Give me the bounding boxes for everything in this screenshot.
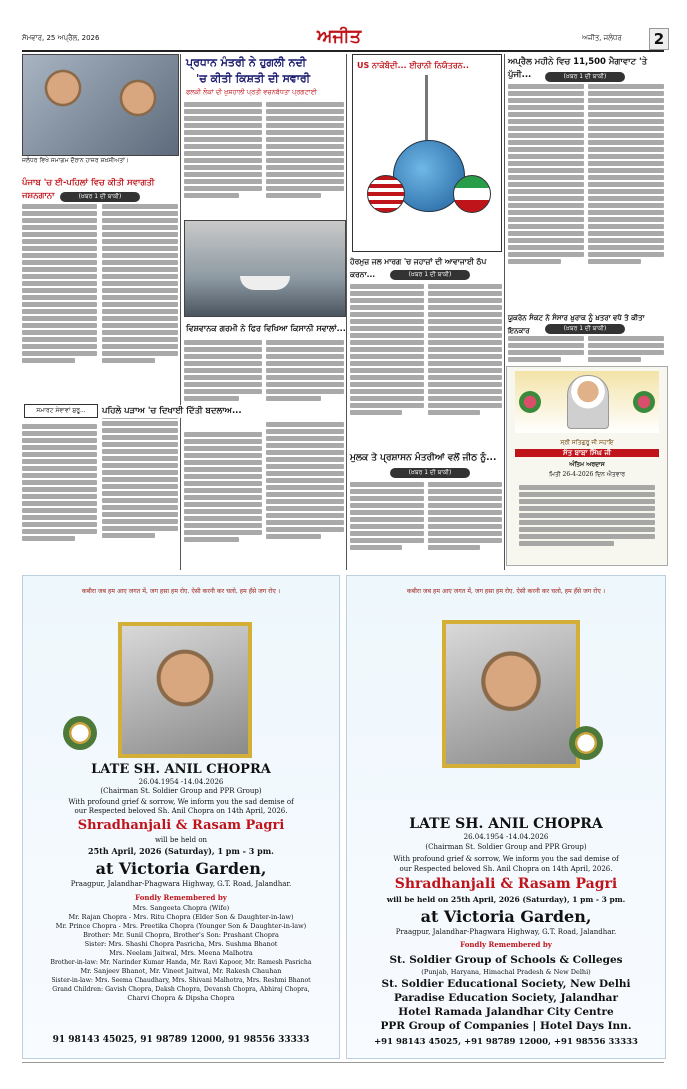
flower-right-icon <box>633 391 655 413</box>
right-byline: (ਖ਼ਬਰ 1 ਦੀ ਬਾਕੀ) <box>545 72 625 82</box>
portrait-face-icon <box>466 634 556 752</box>
right-headline: ਅਪ੍ਰੈਲ ਮਹੀਨੇ ਵਿਚ 11,500 ਮੈਗਾਵਾਟ 'ਤੇ ਪੁੱਜੀ... <box>508 57 648 80</box>
cartoon-box <box>352 54 502 252</box>
left-subhead-box: ਸਮਾਰਟ ਸੇਵਾਵਾਂ ਸ਼ੁਰੂ... <box>24 404 98 418</box>
newspaper-logo: ਅਜੀਤ <box>317 26 362 47</box>
ad-right-dates: 26.04.1954 -14.04.2026 <box>463 833 549 841</box>
center-text-col-6 <box>266 420 344 570</box>
flower-left-icon <box>519 391 541 413</box>
c3-text-col-2 <box>428 282 502 447</box>
obituary-heading: ਸ੍ਰੀ ਸਤਿਗੁਰੂ ਜੀ ਸਹਾਇ <box>560 439 614 446</box>
page-header <box>22 28 664 52</box>
ad-right-org4: Hotel Ramada Jalandhar City Centre <box>398 1006 614 1018</box>
ad-left-remembered: Fondly Remembered by <box>135 893 227 902</box>
ad-right-portrait <box>442 620 580 768</box>
obituary-name: ਸੰਤ ਬਾਬਾ ਸਿੰਘ ਜੀ <box>515 449 659 457</box>
center-headline-1: ਪ੍ਰਧਾਨ ਮੰਤਰੀ ਨੇ ਹੁਗਲੀ ਨਦੀ <box>186 56 307 69</box>
boat-icon <box>240 276 290 290</box>
c3-text-col-3 <box>350 480 424 570</box>
ad-left-portrait <box>118 622 252 758</box>
iran-flag-fist-icon <box>453 175 491 213</box>
ad-left-intro1: With profound grief & sorrow, We inform you the sad demise of <box>68 798 294 806</box>
ad-left-event: Shradhanjali & Rasam Pagri <box>77 818 285 833</box>
right-text-col-1 <box>508 82 584 312</box>
person-right-icon <box>108 70 168 140</box>
center-text-col-5 <box>184 430 262 570</box>
left-text-col-2 <box>102 202 178 397</box>
person-left-icon <box>33 60 93 130</box>
family-line: Sister: Mrs. Shashi Chopra Pasricha, Mrs. Sushma Bhanot <box>84 940 278 948</box>
cartoon-byline: (ਖ਼ਬਰ 1 ਦੀ ਬਾਕੀ) <box>390 270 470 280</box>
right-mid-headline: ਯੂਕਰੇਨ ਸੰਕਟ ਨੇ ਸੰਸਾਰ ਖ਼ੁਰਾਕ ਨੂੰ ਖ਼ਤਰਾ ਵਧੇ ਤੇ ਕੀਤਾ ਇਨਕਾਰ <box>508 314 645 335</box>
right-text-col-4 <box>588 334 664 364</box>
center-bottom-headline: ਮੁਲਕ ਤੇ ਪ੍ਰਸ਼ਾਸਨ ਮੰਤਰੀਆਂ ਵਲੋਂ ਜੀਠ ਨੂੰ... <box>350 453 497 463</box>
family-line: Mrs. Sangeeta Chopra (Wife) <box>132 904 230 912</box>
center-low-headline: ਪਹਿਲੇ ਪੜਾਅ 'ਚ ਦਿਖਾਈ ਦਿੱਤੀ ਬਦਲਾਅ... <box>102 405 262 418</box>
ad-right-intro1: With profound grief & sorrow, We inform you the sad demise of <box>393 855 619 863</box>
portrait-face-icon <box>140 634 230 744</box>
page-footer-rule <box>22 1062 664 1063</box>
family-line: Brother: Mr. Sunil Chopra, Brother's Son: Prashant Chopra <box>83 931 279 939</box>
family-line: Mrs. Neelam Jaitwal, Mrs. Meena Malhotra <box>109 949 253 957</box>
ad-right-event: Shradhanjali & Rasam Pagri <box>394 876 618 892</box>
page-number: 2 <box>649 28 669 50</box>
ad-left-name: LATE SH. ANIL CHOPRA <box>91 762 271 777</box>
ad-left-quote: कबीरा जब हम आए जगत में, जग हसा हम रोए. ऐसी करनी कर चलो, हम हँसे जग रोए । <box>81 588 281 595</box>
left-article-photo <box>22 54 179 156</box>
center-headline-2: 'ਚ ਕੀਤੀ ਕਿਸ਼ਤੀ ਦੀ ਸਵਾਰੀ <box>196 72 311 85</box>
right-text-col-3 <box>508 334 584 364</box>
obituary-details: ਮਿਤੀ 26-4-2026 ਦਿਨ ਐਤਵਾਰ <box>549 471 625 478</box>
ad-right-intro2: our Respected beloved Sh. Anil Chopra on 14th April, 2026. <box>399 865 613 873</box>
ad-right-venue: at Victoria Garden, <box>420 907 592 926</box>
header-date: ਸੋਮਵਾਰ, 25 ਅਪ੍ਰੈਲ, 2026 <box>22 34 100 42</box>
ad-right-when: will be held on 25th April, 2026 (Saturday), 1 pm - 3 pm. <box>386 895 626 904</box>
column-divider <box>504 54 505 570</box>
c3-text-col-4 <box>428 480 502 570</box>
ad-right-remembered: Fondly Remembered by <box>460 940 552 949</box>
obituary-sub: ਅੰਤਿਮ ਅਰਦਾਸ <box>569 461 605 468</box>
right-byline-2: (ਖ਼ਬਰ 1 ਦੀ ਬਾਕੀ) <box>545 324 625 334</box>
left-headline: ਪੰਜਾਬ 'ਚ ਈ-ਪਹਿਲਾਂ ਵਿਚ ਕੀਤੀ ਸਵਾਗਤੀ ਜਸ਼ਨਗਾਨਾ <box>22 178 155 201</box>
ad-right-quote: कबीरा जब हम आए जगत में, जग हसा हम रोए. ऐसी करनी कर चलो, हम हँसे जग रोए । <box>406 588 606 595</box>
memorial-ad-left <box>22 575 340 1059</box>
ad-left-address: Praagpur, Jalandhar-Phagwara Highway, G.T. Road, Jalandhar. <box>70 880 292 888</box>
obituary-box <box>506 366 668 566</box>
ad-right-org5: PPR Group of Companies | Hotel Days Inn. <box>380 1020 632 1032</box>
ad-right-org1-sub: (Punjab, Haryana, Himachal Pradesh & New Delhi) <box>421 968 591 976</box>
ad-left-role: (Chairman St. Soldier Group and PPR Group) <box>100 787 262 795</box>
ad-left-dates: 26.04.1954 -14.04.2026 <box>138 778 224 786</box>
family-line: Sister-in-law: Mrs. Seema Chaudhary, Mrs. Shivani Malhotra, Mrs. Reshmi Bhanot <box>51 977 311 984</box>
right-flower-icon <box>569 726 603 760</box>
ad-right-role: (Chairman St. Soldier Group and PPR Group) <box>425 843 587 851</box>
us-flag-fist-icon <box>367 175 405 213</box>
header-city: ਅਜੀਤ, ਜਲੰਧਰ <box>582 34 622 42</box>
chain-icon <box>425 75 428 145</box>
family-line: Grand Children: Gavish Chopra, Daksh Chopra, Devansh Chopra, Abhiraj Chopra, <box>52 986 310 993</box>
ad-right-org1: St. Soldier Group of Schools & Colleges <box>389 954 623 966</box>
c3-byline-2: (ਖ਼ਬਰ 1 ਦੀ ਬਾਕੀ) <box>390 468 470 478</box>
left-text-col-4 <box>102 405 178 570</box>
ad-right-org3: Paradise Education Society, Jalandhar <box>393 992 619 1004</box>
left-flower-icon <box>63 716 97 750</box>
obituary-text <box>519 483 655 559</box>
family-line: Mr. Prince Chopra - Mrs. Preetika Chopra (Younger Son & Daughter-in-law) <box>55 922 307 930</box>
ad-left-venue: at Victoria Garden, <box>95 859 267 878</box>
ad-left-intro2: our Respected beloved Sh. Anil Chopra on 14th April, 2026. <box>74 807 288 815</box>
left-byline: (ਖ਼ਬਰ 1 ਦੀ ਬਾਕੀ) <box>60 192 140 202</box>
ad-left-when: 25th April, 2026 (Saturday), 1 pm - 3 pm. <box>88 846 274 856</box>
ad-left-held: will be held on <box>154 836 208 844</box>
center-text-col-2 <box>266 100 344 218</box>
center-mid-headline: ਵਿਸ਼ਵਾਨਕ ਗਰਮੀ ਨੇ ਫਿਰ ਵਿਖਿਆ ਕਿਸਾਨੀ ਸਵਾਲਾਂ... <box>186 324 346 333</box>
ad-left-phones: 91 98143 45025, 91 98789 12000, 91 98556 33333 <box>52 1035 310 1045</box>
ad-right-name: LATE SH. ANIL CHOPRA <box>409 816 603 832</box>
left-text-col-3 <box>22 422 97 570</box>
ad-left-family-list <box>23 904 339 1003</box>
saint-portrait <box>567 375 609 429</box>
center-text-col-1 <box>184 100 262 218</box>
family-line: Brother-in-law: Mr. Narinder Kumar Handa, Mr. Ravi Kapoor, Mr. Ramesh Pasricha <box>50 959 312 966</box>
c3-text-col-1 <box>350 282 424 447</box>
cartoon-headline: ਹੋਰਮੁਜ਼ ਜਲ ਮਾਰਗ 'ਚ ਜਹਾਜ਼ਾਂ ਦੀ ਆਵਾਜਾਈ ਠੱਪ ਕਰਨਾ... <box>350 257 487 279</box>
left-text-col-1 <box>22 202 97 397</box>
boat-photo <box>184 220 346 317</box>
left-photo-caption: ਜਲੰਧਰ ਵਿਖੇ ਸਮਾਗਮ ਦੌਰਾਨ ਹਾਜ਼ਰ ਸ਼ਖ਼ਸੀਅਤਾਂ। <box>22 157 129 164</box>
column-divider <box>346 54 347 570</box>
ad-right-org2: St. Soldier Educational Society, New Delhi <box>381 978 631 990</box>
family-line: Mr. Sanjeev Bhanot, Mr. Vineet Jaitwal, Mr. Rakesh Chauhan <box>80 967 282 975</box>
ad-right-phones: +91 98143 45025, +91 98789 12000, +91 98556 33333 <box>374 1037 638 1047</box>
right-text-col-2 <box>588 82 664 312</box>
column-divider <box>180 54 181 570</box>
family-line: Mr. Rajan Chopra - Mrs. Ritu Chopra (Elder Son & Daughter-in-law) <box>68 913 294 921</box>
cartoon-title: US ਨਾਕੇਬੰਦੀ... ਈਰਾਨੀ ਨਿਯੰਤਰਨ.. <box>357 61 469 70</box>
memorial-ad-right <box>346 575 666 1059</box>
center-kicker: ਫਲਕੀ ਲੋਕਾਂ ਦੀ ਖ਼ੁਸ਼ਹਾਲੀ ਪ੍ਰਤੀ ਵਚਨਬੱਧਤਾ ਪ੍ਰਗਟਾਈ <box>186 88 317 96</box>
obituary-banner <box>515 371 659 433</box>
ad-right-address: Praagpur, Jalandhar-Phagwara Highway, G.T. Road, Jalandhar. <box>395 928 617 936</box>
center-text-col-4 <box>266 338 344 418</box>
family-line: Charvi Chopra & Dipsha Chopra <box>127 994 235 1002</box>
